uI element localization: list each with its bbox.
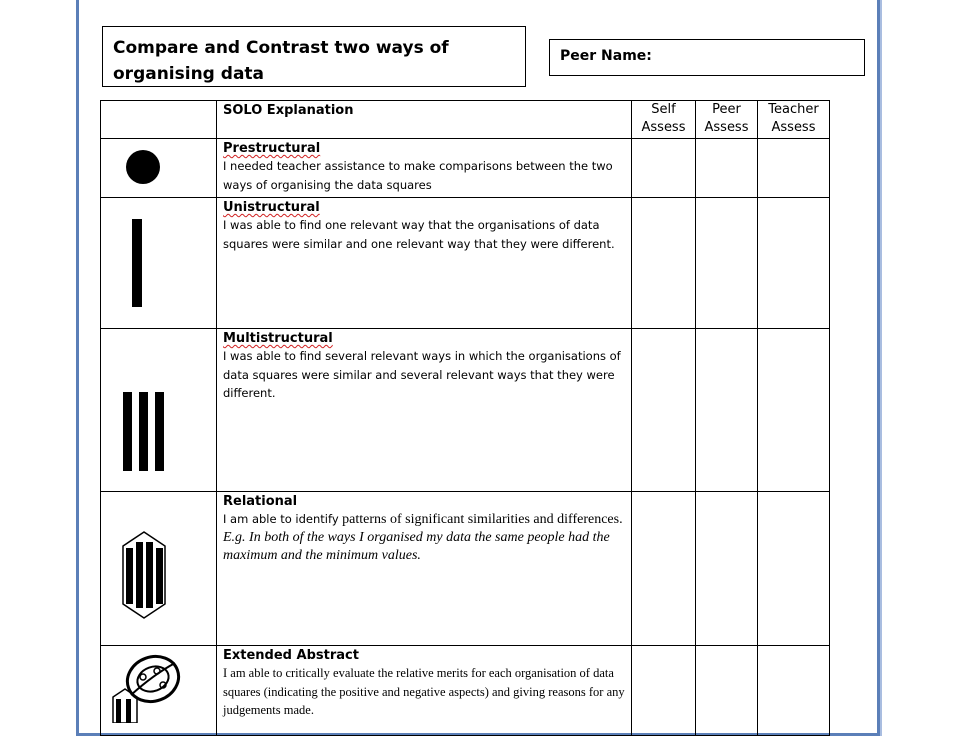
peer-name-label: Peer Name: [560,48,652,64]
header-teacher-line2: Assess [771,120,816,135]
header-teacher-line1: Teacher [768,102,819,117]
self-assess-cell[interactable] [632,198,696,329]
header-peer-line1: Peer [712,102,741,117]
title-line-2: organising data [113,64,265,84]
self-assess-cell[interactable] [632,492,696,646]
explanation-cell [217,646,632,736]
icon-cell [101,329,217,492]
table-row [101,646,830,736]
teacher-assess-cell[interactable] [758,646,830,736]
icon-cell [101,139,217,198]
level-unistructural: Unistructural [223,200,320,215]
level-relational: Relational [223,494,298,509]
level-prestructural: Prestructural [223,141,321,156]
self-assess-cell[interactable] [632,139,696,198]
explanation-example: E.g. In both of the ways I organised my data the same people had the maximum and the minimum values. [223,530,610,563]
explanation-cell [217,139,632,198]
header-peer-assess [696,101,758,139]
peer-assess-cell[interactable] [696,329,758,492]
single-bar-icon [130,218,146,310]
solo-table [100,100,830,736]
peer-assess-cell[interactable] [696,139,758,198]
peer-assess-cell[interactable] [696,646,758,736]
explanation-cell [217,198,632,329]
dot-icon [125,149,161,185]
three-bars-icon [121,391,167,473]
header-peer-line2: Assess [704,120,749,135]
table-row [101,329,830,492]
header-solo-explanation: SOLO Explanation [217,101,632,139]
extended-abstract-icon [109,649,189,723]
table-row [101,198,830,329]
explanation-cell [217,492,632,646]
linked-bars-icon [119,530,169,620]
title-box [102,26,526,87]
peer-assess-cell[interactable] [696,492,758,646]
explanation-text-a: I am able to identify [223,512,339,526]
level-multistructural: Multistructural [223,331,333,346]
table-row [101,492,830,646]
header-self-line1: Self [651,102,676,117]
icon-cell [101,492,217,646]
teacher-assess-cell[interactable] [758,492,830,646]
explanation-text: I needed teacher assistance to make comparisons between the two ways of organising the data squares [223,159,613,192]
header-teacher-assess [758,101,830,139]
teacher-assess-cell[interactable] [758,198,830,329]
peer-assess-cell[interactable] [696,198,758,329]
header-self-assess [632,101,696,139]
icon-cell [101,646,217,736]
explanation-text: I was able to find one relevant way that the organisations of data squares were similar and one relevant way that they were different. [223,218,615,251]
self-assess-cell[interactable] [632,646,696,736]
table-row [101,139,830,198]
title-line-1: Compare and Contrast two ways of [113,38,449,58]
explanation-cell [217,329,632,492]
explanation-text: I was able to find several relevant ways in which the organisations of data squares were similar and several relevant ways that they were different. [223,349,621,400]
level-extended-abstract: Extended Abstract [223,648,359,663]
teacher-assess-cell[interactable] [758,329,830,492]
explanation-text-b: patterns of significant similarities and differences. [338,512,623,527]
header-row [101,101,830,139]
header-icon-cell [101,101,217,139]
teacher-assess-cell[interactable] [758,139,830,198]
self-assess-cell[interactable] [632,329,696,492]
peer-name-box[interactable] [549,39,865,76]
icon-cell [101,198,217,329]
explanation-text: I am able to critically evaluate the relative merits for each organisation of data squares (indicating the positive and negative aspects) and giving reasons for any judgements made. [223,666,625,717]
header-self-line2: Assess [641,120,686,135]
